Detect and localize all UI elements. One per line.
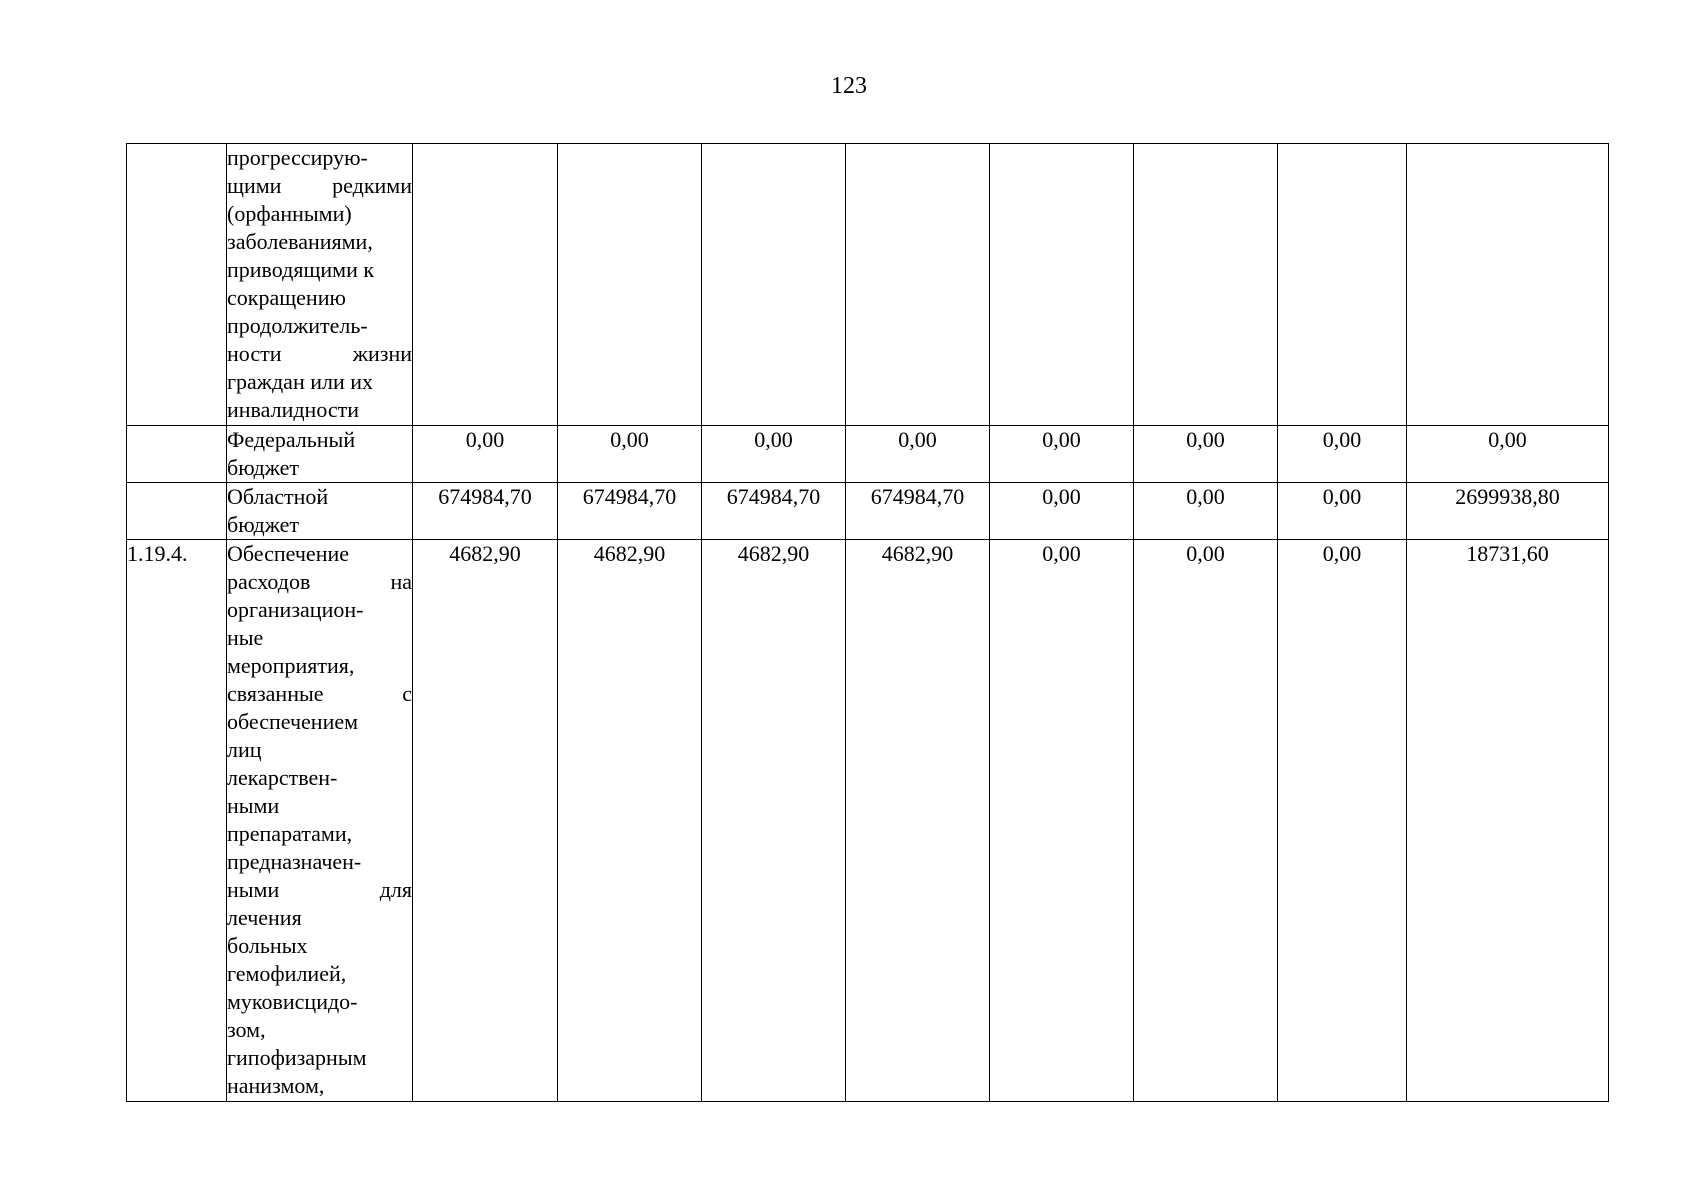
- name-line: [227, 568, 412, 596]
- name-line: Обеспечение: [227, 541, 349, 566]
- name-line: сокращению: [227, 285, 346, 310]
- value-cell: 674984,70: [846, 483, 990, 540]
- name-line: граждан или их: [227, 369, 374, 394]
- value-cell: 0,00: [702, 426, 846, 483]
- name-line: ными: [227, 793, 280, 818]
- value-cell: 4682,90: [846, 540, 990, 1102]
- value-cell: [990, 144, 1134, 426]
- value-cell: 0,00: [558, 426, 702, 483]
- name-line: организацион-: [227, 597, 364, 622]
- value-cell: 4682,90: [413, 540, 558, 1102]
- value-cell: [1134, 144, 1278, 426]
- name-word: ности: [227, 341, 282, 366]
- name-line: [227, 340, 412, 368]
- name-line: бюджет: [227, 455, 299, 480]
- table-row: [127, 426, 1609, 483]
- value-cell: [846, 144, 990, 426]
- value-cell: 0,00: [1278, 426, 1407, 483]
- name-word: с: [402, 681, 412, 706]
- row-code: [127, 144, 227, 426]
- row-name: [227, 540, 413, 1102]
- value-cell: 0,00: [1278, 483, 1407, 540]
- name-line: прогрессирую-: [227, 145, 368, 170]
- value-cell: 4682,90: [702, 540, 846, 1102]
- name-line: зом,: [227, 1017, 266, 1042]
- name-line: лекарствен-: [227, 765, 338, 790]
- value-cell: 0,00: [1134, 540, 1278, 1102]
- table-row: [127, 483, 1609, 540]
- value-cell: 674984,70: [558, 483, 702, 540]
- name-word: расходов: [227, 569, 311, 594]
- name-line: Областной: [227, 484, 329, 509]
- row-code: [127, 483, 227, 540]
- name-line: бюджет: [227, 512, 299, 537]
- name-line: препаратами,: [227, 821, 353, 846]
- value-cell: 0,00: [990, 540, 1134, 1102]
- row-code: 1.19.4.: [127, 540, 227, 1102]
- name-line: мероприятия,: [227, 653, 355, 678]
- value-cell: 18731,60: [1407, 540, 1609, 1102]
- name-word: жизни: [352, 341, 412, 366]
- name-line: [227, 680, 412, 708]
- name-word: связанные: [227, 681, 324, 706]
- budget-table: [126, 143, 1609, 1102]
- name-word: щими: [227, 173, 282, 198]
- page-number: 123: [831, 73, 867, 99]
- name-line: ные: [227, 625, 264, 650]
- name-line: Федеральный: [227, 427, 356, 452]
- name-line: лиц: [227, 737, 262, 762]
- value-cell: [558, 144, 702, 426]
- value-cell: [1278, 144, 1407, 426]
- value-cell: 0,00: [413, 426, 558, 483]
- name-line: инвалидности: [227, 397, 360, 422]
- name-word: на: [390, 569, 412, 594]
- value-cell: 674984,70: [702, 483, 846, 540]
- value-cell: 0,00: [990, 483, 1134, 540]
- name-line: продолжитель-: [227, 313, 368, 338]
- row-name: [227, 144, 413, 426]
- value-cell: 4682,90: [558, 540, 702, 1102]
- value-cell: [1407, 144, 1609, 426]
- value-cell: 0,00: [1407, 426, 1609, 483]
- value-cell: [702, 144, 846, 426]
- name-line: нанизмом,: [227, 1073, 325, 1098]
- table-row: [127, 540, 1609, 1102]
- value-cell: 0,00: [1134, 483, 1278, 540]
- value-cell: 0,00: [1278, 540, 1407, 1102]
- name-line: [227, 172, 412, 200]
- name-line: гипофизарным: [227, 1045, 367, 1070]
- value-cell: 0,00: [990, 426, 1134, 483]
- name-line: муковисцидо-: [227, 989, 358, 1014]
- name-line: больных: [227, 933, 308, 958]
- row-code: [127, 426, 227, 483]
- name-word: редкими: [332, 173, 412, 198]
- name-line: [227, 876, 412, 904]
- value-cell: 0,00: [846, 426, 990, 483]
- value-cell: [413, 144, 558, 426]
- value-cell: 674984,70: [413, 483, 558, 540]
- value-cell: 2699938,80: [1407, 483, 1609, 540]
- name-line: (орфанными): [227, 201, 352, 226]
- name-line: предназначен-: [227, 849, 362, 874]
- name-line: приводящими к: [227, 257, 375, 282]
- name-line: гемофилией,: [227, 961, 347, 986]
- name-word: для: [379, 877, 412, 902]
- name-line: обеспечением: [227, 709, 359, 734]
- name-line: заболеваниями,: [227, 229, 373, 254]
- row-name: [227, 483, 413, 540]
- name-word: ными: [227, 877, 280, 902]
- name-line: лечения: [227, 905, 302, 930]
- table-row: [127, 144, 1609, 426]
- row-name: [227, 426, 413, 483]
- value-cell: 0,00: [1134, 426, 1278, 483]
